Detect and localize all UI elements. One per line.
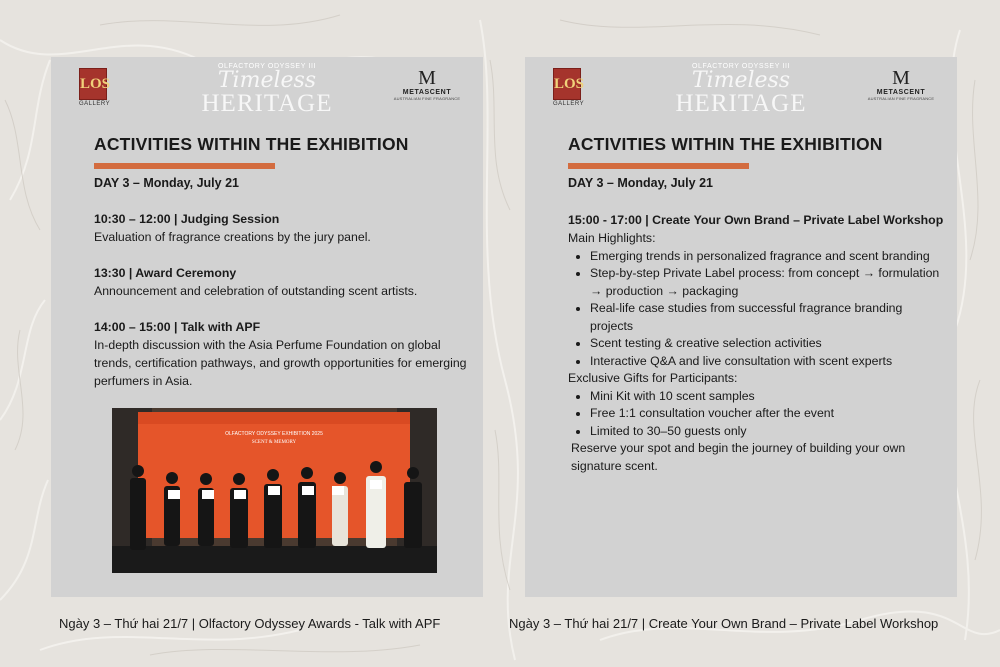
list-item: • Interactive Q&A and live consultation with scent experts (590, 353, 948, 371)
highlights-label: Main Highlights: (568, 231, 656, 245)
accent-bar (568, 163, 749, 169)
los-logo-label: GALLERY (553, 101, 585, 107)
script-title: Timeless (691, 68, 791, 93)
heritage-title: HERITAGE (675, 90, 807, 117)
event-name: OLFACTORY ODYSSEY III (691, 63, 791, 70)
los-logo-mark: LOS (79, 68, 107, 100)
list-item: • Free 1:1 consultation voucher after the event (590, 405, 948, 423)
list-item: • Step-by-step Private Label process: from concept → formulation → production → packaging (590, 265, 948, 300)
session-description: Evaluation of fragrance creations by the jury panel. (94, 230, 371, 244)
heritage-title: HERITAGE (201, 90, 333, 117)
list-item: • Emerging trends in personalized fragrance and scent branding (590, 248, 948, 266)
los-gallery-logo (553, 68, 585, 108)
backdrop-subtitle: SCENT & MEMORY (251, 440, 297, 445)
los-gallery-logo (79, 68, 111, 108)
los-logo-label: GALLERY (79, 101, 111, 107)
day-label: DAY 3 – Monday, July 21 (94, 176, 239, 190)
session-description: In-depth discussion with the Asia Perfume Foundation on global trends, certification pathways, and growth opportunities for emerging perfumers in Asia. (94, 338, 467, 388)
right-poster-card (525, 57, 957, 597)
metascent-logo-name: METASCENT (402, 89, 452, 96)
metascent-logo-mark: M (892, 67, 910, 89)
workshop-title: 15:00 - 17:00 | Create Your Own Brand – Private Label Workshop (568, 213, 944, 227)
section-heading: ACTIVITIES WITHIN THE EXHIBITION (568, 134, 883, 154)
highlights-list (568, 248, 948, 371)
session-description: Announcement and celebration of outstanding scent artists. (94, 284, 418, 298)
event-name: OLFACTORY ODYSSEY III (217, 63, 317, 70)
caption-right: Ngày 3 – Thứ hai 21/7 | Create Your Own Brand – Private Label Workshop (509, 616, 939, 631)
session-title: 10:30 – 12:00 | Judging Session (94, 212, 280, 226)
metascent-logo-tagline: AUSTRALIAN FINE FRAGRANCE (867, 96, 935, 101)
list-item: • Scent testing & creative selection activities (590, 335, 948, 353)
session-title: 13:30 | Award Ceremony (94, 266, 237, 280)
workshop-details (568, 210, 948, 475)
caption-left: Ngày 3 – Thứ hai 21/7 | Olfactory Odyssey Awards - Talk with APF (59, 616, 441, 631)
session-judging (94, 210, 469, 246)
gifts-list (568, 388, 948, 441)
gifts-label: Exclusive Gifts for Participants: (568, 371, 738, 385)
list-item: • Mini Kit with 10 scent samples (590, 388, 948, 406)
session-talk (94, 318, 469, 390)
backdrop-title: OLFACTORY ODYSSEY EXHIBITION 2025 (225, 431, 323, 437)
session-award (94, 264, 469, 300)
los-logo-mark: LOS (553, 68, 581, 100)
list-item: • Limited to 30–50 guests only (590, 423, 948, 441)
day-label: DAY 3 – Monday, July 21 (568, 176, 713, 190)
metascent-logo-name: METASCENT (876, 89, 926, 96)
metascent-logo-mark: M (418, 67, 436, 89)
section-heading: ACTIVITIES WITHIN THE EXHIBITION (94, 134, 409, 154)
metascent-logo (861, 67, 941, 101)
metascent-logo (387, 67, 467, 101)
event-photo (112, 408, 437, 573)
script-title: Timeless (217, 68, 317, 93)
list-item: • Real-life case studies from successful fragrance branding projects (590, 300, 948, 335)
left-poster-card (51, 57, 483, 597)
accent-bar (94, 163, 275, 169)
metascent-logo-tagline: AUSTRALIAN FINE FRAGRANCE (393, 96, 461, 101)
closing-text: Reserve your spot and begin the journey of building your own signature scent. (571, 441, 906, 473)
session-title: 14:00 – 15:00 | Talk with APF (94, 320, 261, 334)
